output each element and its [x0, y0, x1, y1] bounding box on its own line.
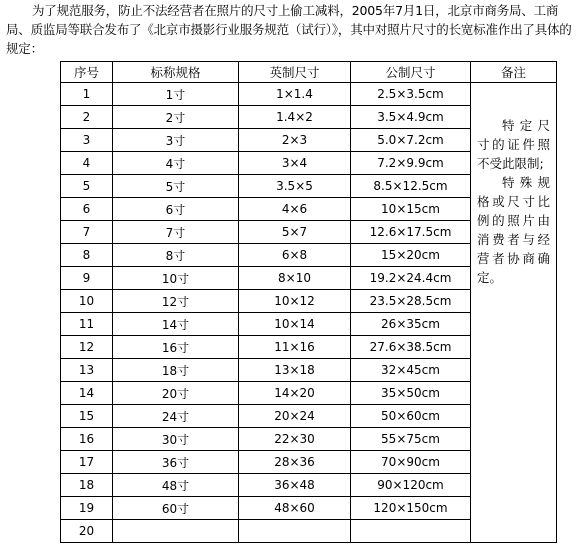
cell-serial-number: 2: [61, 106, 113, 129]
cell-nominal-size: [113, 520, 239, 543]
cell-nominal-size: 6寸: [113, 198, 239, 221]
cell-metric-size: 2.5×3.5cm: [351, 83, 471, 106]
cell-inch-size: 6×8: [239, 244, 351, 267]
cell-inch-size: 5×7: [239, 221, 351, 244]
cell-serial-number: 4: [61, 152, 113, 175]
table-header-row: [61, 62, 557, 83]
cell-serial-number: 13: [61, 359, 113, 382]
cell-inch-size: 1×1.4: [239, 83, 351, 106]
header-nominal-size: 标称规格: [113, 62, 239, 83]
cell-metric-size: 55×75cm: [351, 428, 471, 451]
cell-inch-size: 13×18: [239, 359, 351, 382]
cell-metric-size: 12.6×17.5cm: [351, 221, 471, 244]
cell-serial-number: 14: [61, 382, 113, 405]
cell-serial-number: 12: [61, 336, 113, 359]
cell-nominal-size: 20寸: [113, 382, 239, 405]
cell-nominal-size: 12寸: [113, 290, 239, 313]
cell-inch-size: 10×14: [239, 313, 351, 336]
cell-metric-size: 15×20cm: [351, 244, 471, 267]
cell-nominal-size: 48寸: [113, 474, 239, 497]
cell-serial-number: 5: [61, 175, 113, 198]
cell-serial-number: 17: [61, 451, 113, 474]
cell-metric-size: 5.0×7.2cm: [351, 129, 471, 152]
cell-inch-size: [239, 520, 351, 543]
cell-nominal-size: 5寸: [113, 175, 239, 198]
cell-metric-size: [351, 520, 471, 543]
cell-metric-size: 23.5×28.5cm: [351, 290, 471, 313]
cell-inch-size: 8×10: [239, 267, 351, 290]
cell-metric-size: 35×50cm: [351, 382, 471, 405]
header-serial-number: 序号: [61, 62, 113, 83]
photo-size-table: [60, 61, 557, 543]
cell-metric-size: 70×90cm: [351, 451, 471, 474]
cell-nominal-size: 1寸: [113, 83, 239, 106]
cell-metric-size: 32×45cm: [351, 359, 471, 382]
cell-serial-number: 18: [61, 474, 113, 497]
cell-metric-size: 26×35cm: [351, 313, 471, 336]
cell-inch-size: 4×6: [239, 198, 351, 221]
remark-paragraph: 特定尺寸的证件照不受此限制;: [477, 118, 550, 171]
intro-paragraph: 为了规范服务，防止不法经营者在照片的尺寸上偷工减料，2005年7月1日，北京市商务局、工商局、质监局等联合发布了《北京市摄影行业服务规范（试行）》，其中对照片尺寸的长宽标准作出了具体的规定：: [6, 3, 572, 56]
cell-serial-number: 10: [61, 290, 113, 313]
cell-serial-number: 20: [61, 520, 113, 543]
cell-serial-number: 1: [61, 83, 113, 106]
cell-nominal-size: 8寸: [113, 244, 239, 267]
cell-inch-size: 14×20: [239, 382, 351, 405]
cell-metric-size: 10×15cm: [351, 198, 471, 221]
header-inch-size: 英制尺寸: [239, 62, 351, 83]
cell-serial-number: 11: [61, 313, 113, 336]
cell-inch-size: 48×60: [239, 497, 351, 520]
cell-metric-size: 90×120cm: [351, 474, 471, 497]
cell-nominal-size: 4寸: [113, 152, 239, 175]
cell-metric-size: 50×60cm: [351, 405, 471, 428]
cell-nominal-size: 3寸: [113, 129, 239, 152]
cell-inch-size: 3×4: [239, 152, 351, 175]
cell-nominal-size: 16寸: [113, 336, 239, 359]
cell-serial-number: 15: [61, 405, 113, 428]
cell-nominal-size: 18寸: [113, 359, 239, 382]
cell-nominal-size: 60寸: [113, 497, 239, 520]
header-remark: 备注: [471, 62, 557, 83]
cell-inch-size: 22×30: [239, 428, 351, 451]
cell-metric-size: 8.5×12.5cm: [351, 175, 471, 198]
cell-inch-size: 20×24: [239, 405, 351, 428]
cell-serial-number: 7: [61, 221, 113, 244]
cell-metric-size: 3.5×4.9cm: [351, 106, 471, 129]
remark-cell: [471, 83, 557, 543]
cell-inch-size: 28×36: [239, 451, 351, 474]
remark-paragraph: 特殊规格或尺寸比例的照片由消费者与经营者协商确定。: [477, 175, 550, 285]
cell-inch-size: 11×16: [239, 336, 351, 359]
table-row: [61, 83, 557, 106]
cell-metric-size: 27.6×38.5cm: [351, 336, 471, 359]
cell-serial-number: 3: [61, 129, 113, 152]
cell-nominal-size: 7寸: [113, 221, 239, 244]
cell-metric-size: 120×150cm: [351, 497, 471, 520]
cell-nominal-size: 2寸: [113, 106, 239, 129]
cell-nominal-size: 36寸: [113, 451, 239, 474]
cell-serial-number: 6: [61, 198, 113, 221]
cell-nominal-size: 24寸: [113, 405, 239, 428]
cell-nominal-size: 30寸: [113, 428, 239, 451]
cell-serial-number: 16: [61, 428, 113, 451]
header-metric-size: 公制尺寸: [351, 62, 471, 83]
cell-metric-size: 19.2×24.4cm: [351, 267, 471, 290]
table-body: [61, 83, 557, 543]
cell-nominal-size: 14寸: [113, 313, 239, 336]
cell-metric-size: 7.2×9.9cm: [351, 152, 471, 175]
cell-serial-number: 19: [61, 497, 113, 520]
cell-inch-size: 3.5×5: [239, 175, 351, 198]
cell-inch-size: 1.4×2: [239, 106, 351, 129]
cell-nominal-size: 10寸: [113, 267, 239, 290]
cell-inch-size: 36×48: [239, 474, 351, 497]
cell-inch-size: 2×3: [239, 129, 351, 152]
cell-inch-size: 10×12: [239, 290, 351, 313]
cell-serial-number: 8: [61, 244, 113, 267]
cell-serial-number: 9: [61, 267, 113, 290]
